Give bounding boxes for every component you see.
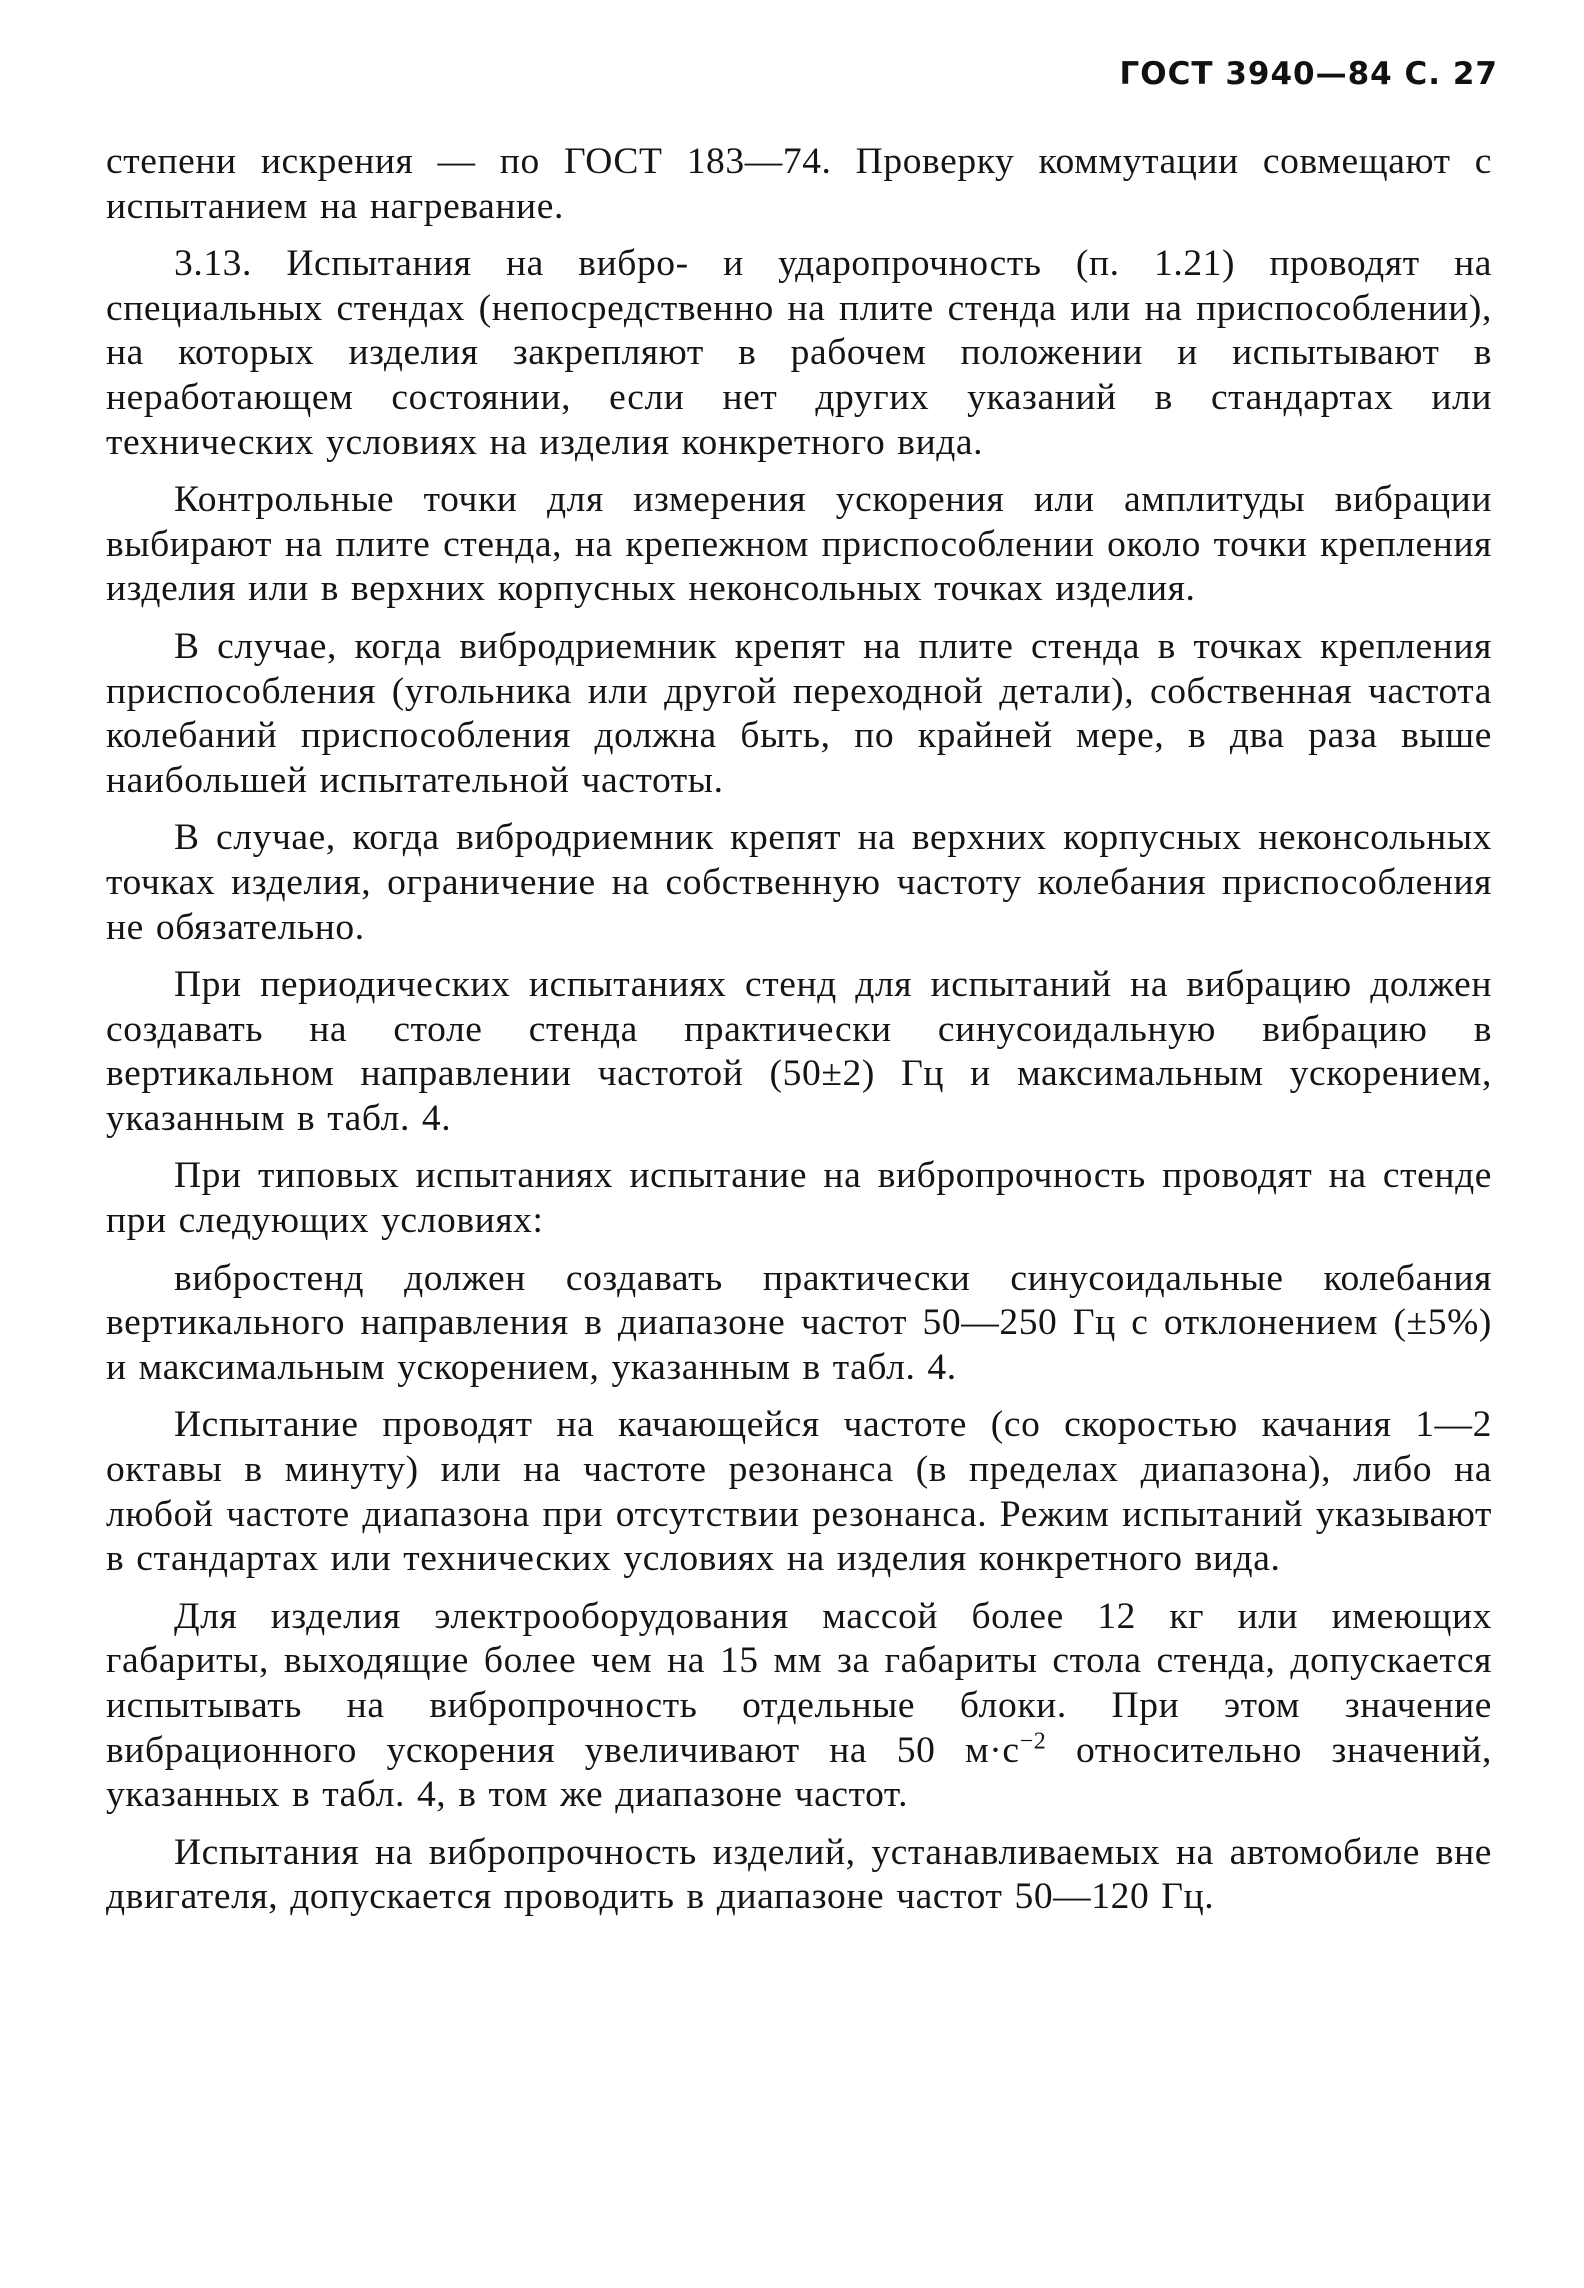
paragraph-periodic-tests: При периодических испытаниях стенд для испытаний на вибрацию должен создавать на столе стенда практически синусоидальную вибрацию в вертикальном направлении частотой (50±2) Гц и максимальным ускорением, указанным в табл. 4. [106,964,1492,1139]
paragraph-sensor-on-body: В случае, когда вибродриемник крепят на верхних корпусных неконсольных точках изделия, ограничение на собственную частоту колебания приспособления не обязательно. [106,817,1492,948]
running-header: ГОСТ 3940—84 С. 27 [1119,56,1498,92]
paragraph-outside-engine: Испытания на вибропрочность изделий, устанавливаемых на автомобиле вне двигателя, допускается проводить в диапазоне частот 50—120 Гц. [106,1831,1492,1918]
heavy-equipment-text-b: относительно значений, указанных в табл. 4, в том же диапазоне частот. [106,1729,1493,1816]
paragraph-type-tests: При типовых испытаниях испытание на вибропрочность проводят на стенде при следующих условиях: [106,1155,1492,1242]
paragraph-vibration-stand: вибростенд должен создавать практически синусоидальные колебания вертикального направления в диапазоне частот 50—250 Гц с отклонением (±5%) и максимальным ускорением, указанным в табл. 4. [106,1257,1492,1388]
paragraph-control-points: Контрольные точки для измерения ускорения или амплитуды вибрации выбирают на плите стенда, на крепежном приспособлении около точки крепления изделия или в верхних корпусных неконсольных точках изделия. [106,479,1492,610]
paragraph-continuation: степени искрения — по ГОСТ 183—74. Проверку коммутации совмещают с испытанием на нагревание. [106,141,1492,227]
paragraph-sweep-frequency: Испытание проводят на качающейся частоте (со скоростью качания 1—2 октавы в минуту) или на частоте резонанса (в пределах диапазона), либо на любой частоте диапазона при отсутствии резонанса. Режим испытаний указывают в стандартах или технических условиях на изделия конкретного вида. [106,1404,1492,1580]
superscript-minus-two: −2 [1019,1728,1047,1755]
paragraph-3-13: 3.13. Испытания на вибро- и ударопрочность (п. 1.21) проводят на специальных стендах (непосредственно на плите стенда или на приспособлении), на которых изделия закрепляют в рабочем положении и испытывают в неработающем состоянии, если нет других указаний в стандартах или технических условиях на изделия конкретного вида. [106,243,1492,463]
document-body [106,140,1492,1920]
paragraph-sensor-on-plate: В случае, когда вибродриемник крепят на плите стенда в точках крепления приспособления (угольника или другой переходной детали), собственная частота колебаний приспособления должна быть, по крайней мере, в два раза выше наибольшей испытательной частоты. [106,625,1492,801]
heavy-equipment-text-a: Для изделия электрооборудования массой более 12 кг или имеющих габариты, выходящие более чем на 15 мм за габариты стола стенда, допускается испытывать на вибропрочность отдельные блоки. При этом значение вибрационного ускорения увеличивают на 50 м·с [106,1595,1492,1771]
paragraph-heavy-equipment [106,1595,1492,1818]
